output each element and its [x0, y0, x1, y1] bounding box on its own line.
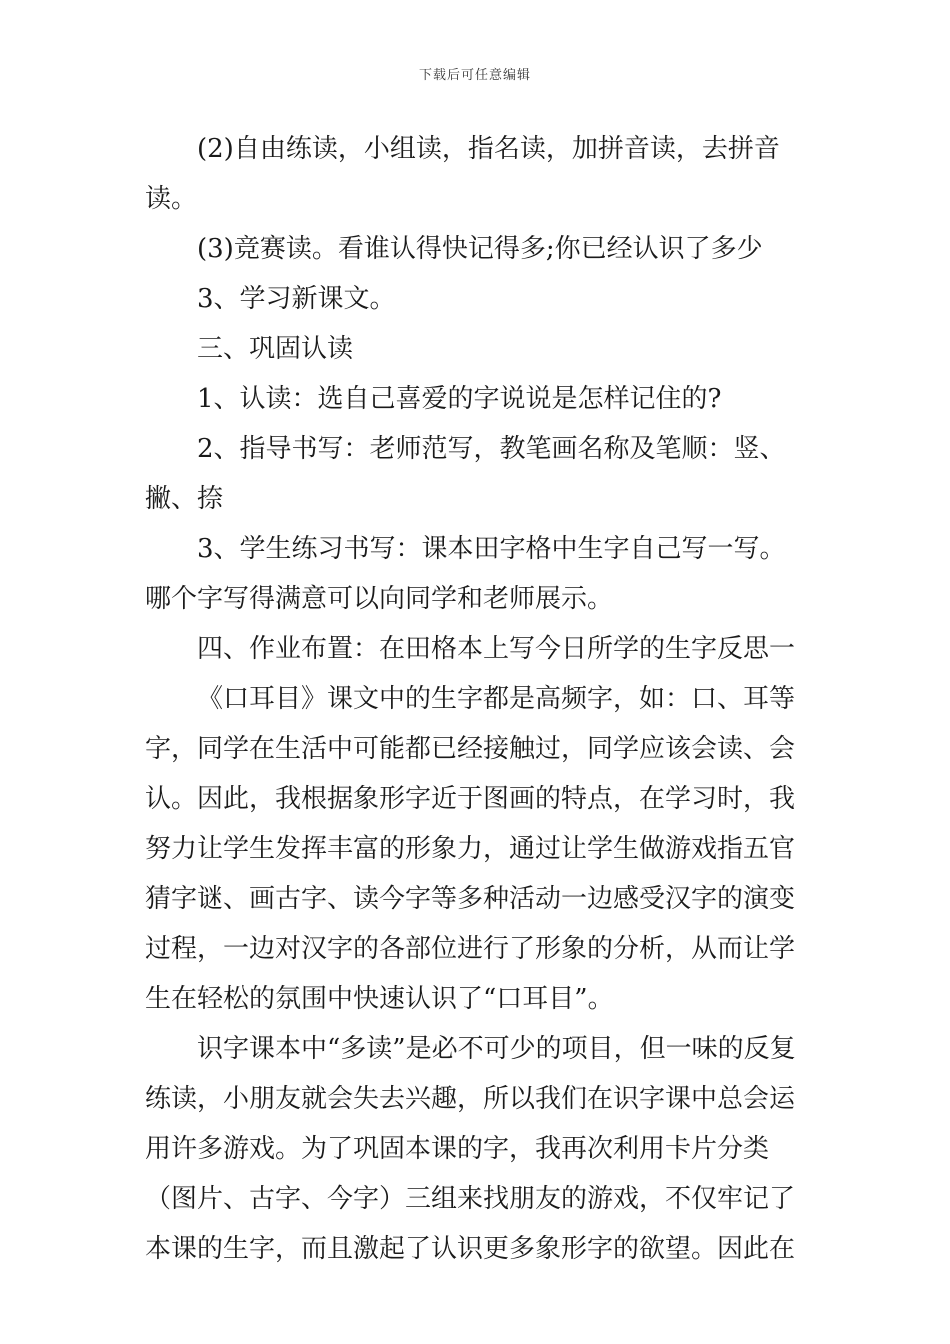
paragraph-reflection-2: 识字课本中“多读”是必不可少的项目，但一味的反复练读，小朋友就会失去兴趣，所以我们在识字课中总会运用许多游戏。为了巩固本课的字，我再次利用卡片分类（图片、古字、今字）三组来找朋友的游戏，不仅牢记了本课的生字，而且激起了认识更多象形字的欲望。因此在: [145, 1034, 796, 1264]
page-header: 下载后可任意编辑: [418, 68, 531, 83]
document-body: [145, 124, 810, 1274]
paragraph-learn-new-text: 3、学习新课文。: [197, 284, 396, 314]
section-heading-consolidate: 三、巩固认读: [197, 334, 354, 364]
paragraph-recognize-read: 1、认读：选自己喜爱的字说说是怎样记住的?: [197, 384, 722, 414]
section-heading-homework: 四、作业布置：在田格本上写今日所学的生字反思一: [197, 634, 796, 664]
paragraph-reflection-1: 《口耳目》课文中的生字都是高频字，如：口、耳等字，同学在生活中可能都已经接触过，同学应该会读、会认。因此，我根据象形字近于图画的特点，在学习时，我努力让学生发挥丰富的形象力，通过让学生做游戏指五官猜字谜、画古字、读今字等多种活动一边感受汉字的演变过程，一边对汉字的各部位进行了形象的分析，从而让学生在轻松的氛围中快速认识了“口耳目”。: [145, 684, 796, 1014]
paragraph-guide-writing: 2、指导书写：老师范写，教笔画名称及笔顺：竖、撇、捺: [145, 434, 786, 514]
paragraph-student-practice: 3、学生练习书写：课本田字格中生字自己写一写。哪个字写得满意可以向同学和老师展示。: [145, 534, 786, 614]
paragraph-step-3: (3)竞赛读。看谁认得快记得多;你已经认识了多少: [197, 234, 763, 264]
paragraph-step-2: (2)自由练读，小组读，指名读，加拼音读，去拼音读。: [145, 134, 780, 214]
